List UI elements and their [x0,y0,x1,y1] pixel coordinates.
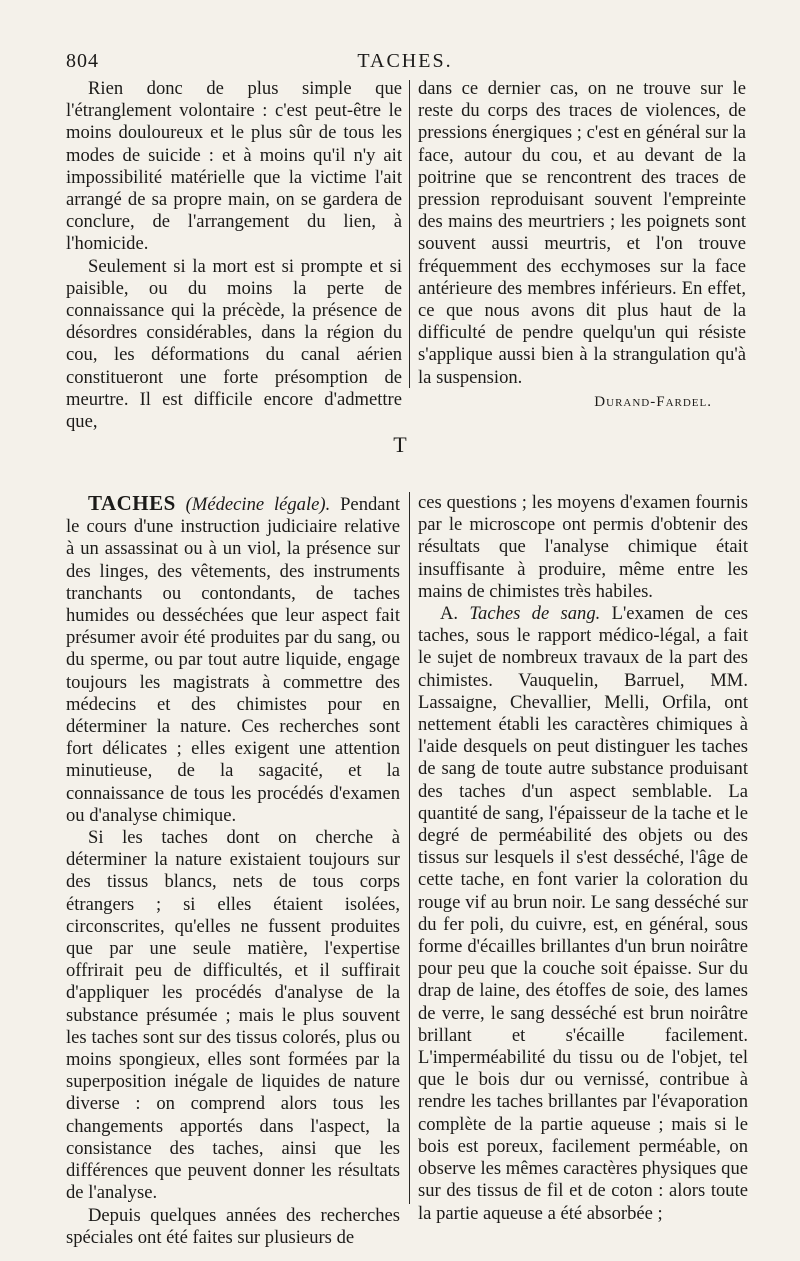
subsection-text: L'examen de ces taches, sous le rapport médico-légal, a fait le sujet de nombreux travaux de la part des chimistes. Vauquelin, Barruel, MM. Lassaigne, Chevallier, Melli, Orfila, ont nettement établi les caractères chimiques à l'aide desquels on peut distinguer les taches de sang de toute autre substance produisant des taches d'un aspect semblable. La quantité de sang, l'épaisseur de la tache et le degré de perméabilité des objets ou des tissus sur lesquels il s'est desséché, l'âge de cette tache, en font varier la coloration du rouge vif au brun noir. Le sang desséché sur du fer poli, du cuivre, est, en général, sous forme d'écailles brillantes d'un brun noirâtre pour peu que la couche soit épaisse. Sur du drap de laine, des étoffes de soie, des lames de verre, le sang desséché est brun noirâtre brillant et s'écaille facilement. L'imperméabilité du tissu ou de l'objet, tel que le bois dur ou vernissé, contribue à rendre les taches brillantes par l'évaporation complète de la partie aqueuse ; mais si le bois est poreux, facilement perméable, on observe les mêmes caractères physiques que sur des tissus de fil et de coton : alors toute la partie aqueuse a été absorbée ; [418,603,749,1224]
entry-text: Pendant le cours d'une instruction judiciaire relative à un assassinat ou à un viol, la présence sur des linges, des vêtements, des instruments tranchants ou contondants, de taches humides ou desséchées que leur aspect fait présumer avoir été produites par du sang, ou du sperme, ou par tout autre liquide, engage toujours les magistrats à commettre des médecins et des chimistes pour en déterminer la nature. Ces recherches sont fort délicates ; elles exigent une attention minutieuse, de la sagacité, et la connaissance de tous les procédés d'examen ou d'analyse chimique. [66,494,400,826]
section-letter: T [393,432,407,457]
subsection-title: Taches de sang. [469,603,601,625]
entry-subheading: (Médecine légale). [185,494,331,515]
column-divider [409,492,410,1204]
page-header [66,50,744,76]
bottom-left-column [66,492,400,1249]
author-signature: Durand-Fardel. [594,393,712,410]
paragraph: ces questions ; les moyens d'examen fournis par le microscope ont permis d'obtenir des résultats que l'analyse chimique était insuffisante à produire, même entre les mains de chimistes très habiles. [418,492,748,602]
bottom-right-column [418,492,748,1225]
page-number: 804 [66,50,99,72]
paragraph: Si les taches dont on cherche à déterminer la nature existaient toujours sur des tissus blancs, nets de tous corps étrangers ; si elles étaient isolées, circonscrites, qu'elles ne fussent produites que par une seule matière, l'expertise offrirait peu de difficultés, et il suffirait d'appliquer les procédés d'analyse de la substance présumée ; mais le plus souvent les taches sont sur des tissus colorés, plus ou moins spongieux, elles sont formées par la superposition inégale de liquides de nature diverse : on comprend alors tous les changements apportés dans l'aspect, la consistance des taches, ainsi que les différences que peuvent donner les résultats de l'analyse. [66,827,400,1204]
paragraph: Rien donc de plus simple que l'étranglement volontaire : c'est peut-être le moins douloureux et le plus sûr de tous les modes de suicide : et à moins qu'il n'y ait impossibilité matérielle que la victime l'ait arrangé de sa propre main, on se gardera de conclure, de l'arrangement du lien, à l'homicide. [66,78,402,255]
paragraph: dans ce dernier cas, on ne trouve sur le reste du corps des traces de violences, de pressions énergiques ; c'est en général sur la face, autour du cou, et au devant de la poitrine que se rencontrent des traces de pression reproduisant souvent l'empreinte des mains des meurtriers ; les poignets sont souvent aussi meurtris, et l'on trouve fréquemment des ecchymoses sur la face antérieure des membres inférieurs. En effet, ce que nous avons dit plus haut de la difficulté de pendre quelqu'un qui résiste s'applique aussi bien à la strangulation qu'à la suspension. [418,78,746,388]
paragraph: Seulement si la mort est si prompte et si paisible, ou du moins la perte de connaissance qui la précède, la présence de désordres considérables, dans la région du cou, les déformations du canal aérien constitueront une forte présomption de meurtre. Il est difficile encore d'admettre que, [66,255,402,433]
running-head: TACHES. [357,50,453,72]
entry-paragraph [66,492,400,827]
top-left-column [66,78,402,433]
subsection-label: A. [440,603,459,625]
column-divider [409,80,410,388]
paragraph: Depuis quelques années des recherches spéciales ont été faites sur plusieurs de [66,1204,400,1248]
top-right-column [418,78,746,413]
entry-heading: TACHES [88,491,176,515]
subsection-paragraph [418,603,748,1225]
